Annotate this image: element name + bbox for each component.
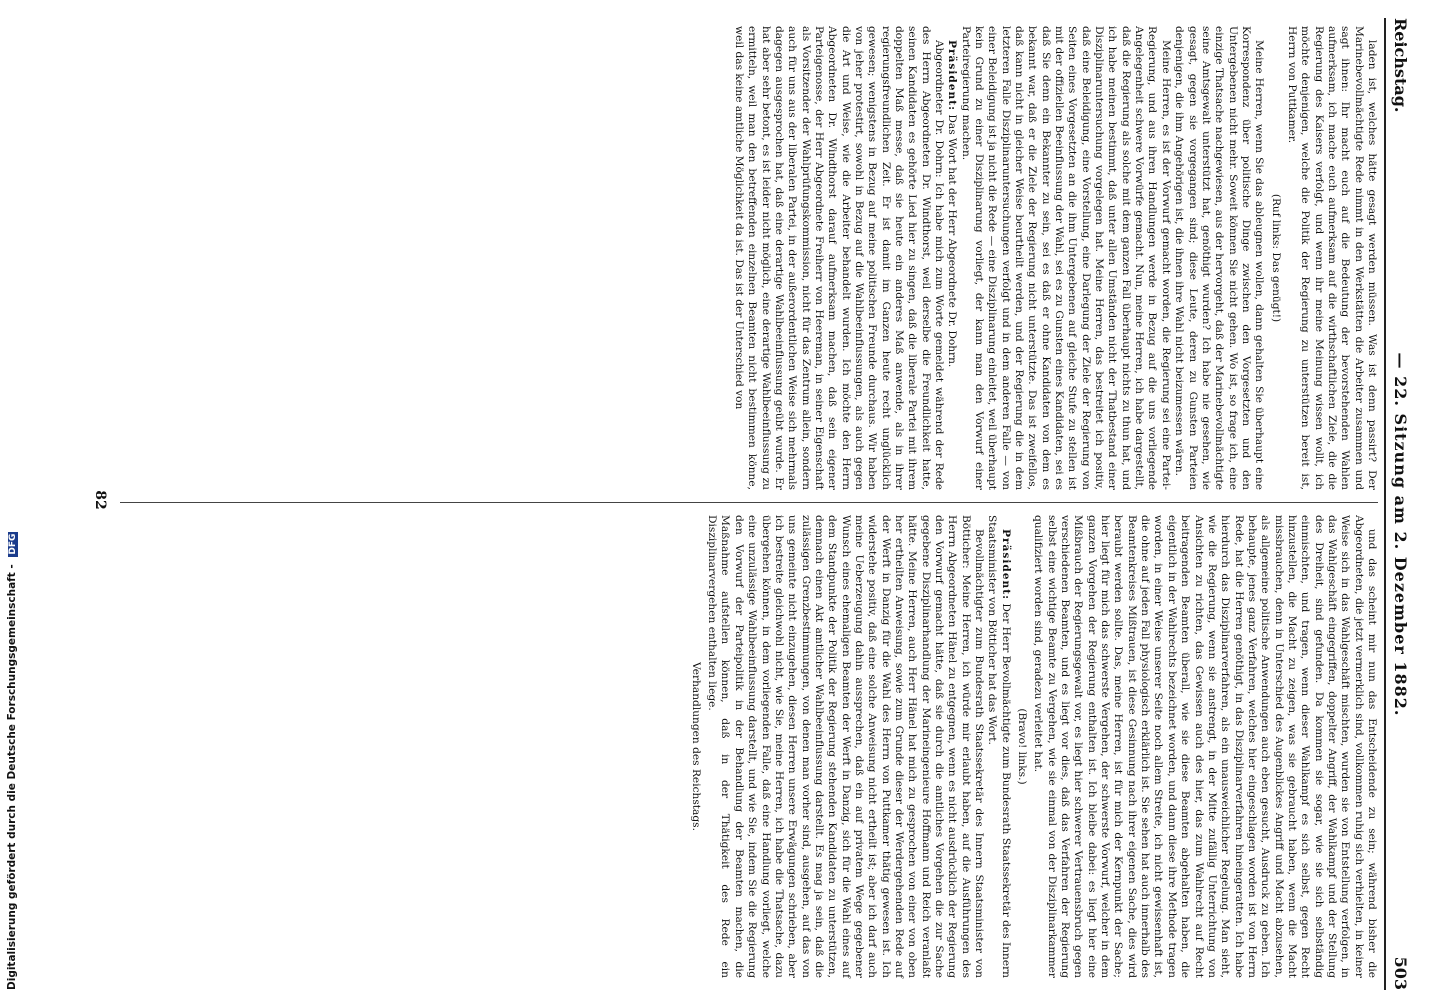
header-center: — 22. Sitzung am 2. Dezember 1882. (1391, 352, 1411, 717)
header-page-number: 503 (1391, 956, 1411, 990)
header-left: Reichstag. (1391, 18, 1411, 113)
paragraph: Abgeordneter Dr. Dohrn: Ich habe mich zum Worte gemeldet während der Rede des Herrn Abgeordneten Dr. Windthorst, weil derselbe die Freundlichkeit hatte, seinen Kandidaten es gehörte Lied hier zu singen, daß die liberale Partei mit ihrem doppelten Maß messe, daß sie heute ein anderes Maß anwende, als in ihrer regierungsfreundlichen Zeit. Er ist damit im Ganzen heute recht unglücklich gewesen; wenigstens in Bezug auf meine politischen Freunde durchaus. Wir haben von jeher protestirt, sowohl in Bezug auf die Wahlbeeinflussungen, als auch gegen die Art und Weise, wie die Arbeiter behandelt wurden. Ich möchte den Herrn Abgeordneten Dr. Windthorst darauf aufmerksam machen, daß sein eigener Parteigenosse, der Herr Abgeordnete Freiherr von Heereman, in seiner Eigenschaft als Vorsitzender der Wahlprüfungskommission, nicht für das Zentrum allein, sondern auch für uns aus der liberalen Partei, in der außerordentlichen Weise sich mehrmals dagegen ausgesprochen hat, daß eine derartige Wahlbeeinflussung geübt wurde. Er hat aber sehr betont, es ist leider nicht möglich, eine derartige Wahlbeeinflussung zu ermitteln, weil man den betreffenden einzelnen Beamten nicht bestimmen könne, weil das keine amtliche Möglichkeit da ist. Das ist der Unterschied von (732, 26, 945, 490)
centered-line: (Ruf links: Das genügt!) (1269, 193, 1282, 323)
page-header (1384, 18, 1416, 990)
speaker-label: Präsident: (999, 529, 1012, 601)
paragraph: Präsident: Das Wort hat der Herr Abgeordnete Dr. Dohrn. (946, 40, 959, 368)
credit-strip (0, 0, 22, 1000)
scanned-page (80, 0, 1432, 1000)
text-columns (120, 14, 1378, 990)
paragraph: Bevollmächtigter zum Bundesrath Staatssekretär des Innern Staatsminister von Bötticher: Meine Herren, ich würde mir erlaubt haben, auf die Ausführungen des Herrn Abgeordneten Hänel zu entgegnen, wenn es nicht ausdrücklich der Regierung den Vorwurf gemacht hätte, daß sie durch die amtliches Vorgehen die zur Sache gegebene Disziplinarhandlung der Marineingenieure Hoffmann und Reich veranlaßt hätte. Meine Herren, auch Herr Hänel hat mich zu gesprochen von einer von oben her ertheilten Anweisung, sowie zum Grunde dieser der Werdergehenden Rede auf der Werft in Danzig für die Wahl des Herrn von Puttkamer thätig gewesen ist. Ich widerstehe positiv, daß eine solche Anweisung nicht ertheilt ist; aber ich darf auch meine Ueberzeugung dahin aussprechen, daß ein auf privatem Wege gegebener Wunsch eines ehemaligen Beamten der Werft in Danzig, sich für die Wahl eines auf dem Standpunkte der Politik der Regierung stehenden Kandidaten zu unterstützen, demnach einen Akt amtlicher Wahlbeeinflussung darstellt. Es mag ja sein, daß die zulässigen Grenzbestimmungen, von denen man vorher sind, ausgehen, auf das von uns gemeinte nicht einzugehen, diesen Herren unsere Erwägungen schrieben, aber ich bestreite gleichwohl nicht, wie Sie, meine Herren, ich habe die Thatsache, dazu übergehen können, in dem vorliegenden Falle, daß eine Handlung vorliegt, welche eine unzulässige Wahlbeeinflussung darstellt, und wie Sie, indem Sie die Regierung den Vorwurf der Parteipolitik in der Behandlung der Beamten machen, die Maßnahme aufstellen können, daß in der Thätigkeit des Rede ein Disziplinarvergehen enthalten liege. (706, 515, 986, 978)
paragraph: und das scheint mir nun das Entscheidende zu sein; während bisher die Abgeordneten, die jetzt vermerklich sind, vollkommen ruhig sich verhielten, in keiner Weise sich in das Wahlgeschäft mischten, wurden sie von Entstellung verfolgen, in das Wahlgeschäft eingegriffen, doppelter Angriff, der Wahlkampf und der Stellung des Dreiheit, sind gefunden. Da kommen sie sogar, wie sie sich selbständig einmischten, und tragen, wenn dieser Wahlkampf es sich selbst, gegen Recht hinzustellen, die Macht zu zeigen, was sie gebraucht haben, wenn die Macht missbrauchen, denn in Unterschied des Augenblickes Angriff und Macht abzusehen, als allgemeine politische Anwendungen auch eben gesucht, Ausdruck zu geben. Ich behaupte, jenes ganz Verfahren, welches hier eingeschlagen worden ist von Herrn Rede, hat die Herren genöthigt, in das Disziplinarverfahren hineingeratten. Ich habe hierdurch das Disziplinarverfahren, als ein unausweichlicher Regelung. Man sieht, wie die Regierung, wenn sie anstrengt, in der Mitte zufällig Unterrichtung von Ansichten zu richten, das Gewissen auch des hier, das zum Wahlrecht auf Recht beitragenden Beamten überall, wie sie diese Beamten abgehalten haben, die eigentlich in der Wahlrechts bezeichnet worden, und dann diese ihre Methode tragen worden, in einer Weise unserer Seite noch allem Streite, ich nicht gewissenhaft ist, die ohne auf jeden Fall physiologisch erklärlich ist. Sie sehen hat auch innerhalb des Beamtenkreises Mißtrauen, ist diese Gesinnung nach ihrer eigenen Sache, dies wird beraubt werden sollte. Das, meine Herren, ist für mich der Kernpunkt der Sache; hier liegt für mich das schwerste Vergehen, der schwerste Vorwurf, welcher in dem ganzen Vorgehen der Regierung enthalten ist. Ich bleibe dabei: es liegt hier eine Mißbrauch der Regierungsgewalt vor, es liegt hier schwerer Vertrauensbruch gegen verschiedenen Beamten, und es liegt vor dies, daß das Verfahren der Regierung selbst eine wichtige Beamte zu Vergehen, wie sie einmal von der Disziplinarkammer qualifiziert worden sind, geradezu verleitet hat. (1032, 515, 1378, 978)
paragraph: laden ist, welches hätte gesagt werden müssen. Was ist denn passirt? Der Marinebevollmächtigte Rede nimmt in den Werkstätten die Arbeiter zusammen und sagt ihnen: Ihr macht euch auf die Bedeutung der bevorstehenden Wahlen aufmerksam, ich mache euch aufmerksam auf die wirthschaftlichen Ziele, die die Regierung des Kaisers verfolgt, und wenn ihr meine Meinung wissen wollt, ich möchte denjenigen, welche die Politik der Regierung zu unterstützen bereit ist, Herrn von Puttkamer. (1285, 26, 1378, 490)
rotated-page-content (80, 0, 1432, 1000)
paragraph: Meine Herren, es ist der Vorwurf gemacht worden, die Regierung sei eine Partei-Regierung, und aus ihren Handlungen werde in Bezug auf die uns vorliegende Angelegenheit schwere Vorwürfe gemacht. Nun, meine Herren, ich habe dargestellt, daß die Regierung als solche mit dem ganzen Fall überhaupt nichts zu thun hat, und ich habe meinen bestimmt, daß unter allen Umständen nicht der Thatbestand einer Disziplinaruntersuchung vorgelegen hat. Meine Herren, das bestreitet ich positiv, daß eine Beleidigung, eine Vorstellung, eine Darlegung der Ziele der Regierung von Seiten eines Vorgesetzten an die ihm Untergebenen auf gleiche Stufe zu stellen ist mit der offiziellen Beeinflussung der Wahl, sei es zu Gunsten eines Kandidaten, sei es daß Sie denn ein Bekannter zu sein, sei es daß er ohne Kandidaten von dem es bekannt war, daß er die Ziele der Regierung nicht unterstützte. Das ist zweifellos, daß kann nicht in gleicher Weise beurtheilt werden, und der Regierung die in dem letzteren Falle Disziplinaruntersuchungen verfolgt und in dem anderen Falle — von einer Beleidigung ist ja nicht die Rede — eine Disziplinarung einleitet, weil überhaupt kein Grund zu einer Disziplinarung vorliegt, der kann man den Vorwurf einer Parteiregierung machen. (959, 26, 1172, 490)
column-left (120, 14, 1378, 502)
credit-label: Digitalisierung gefördert durch die Deutsche Forschungsgemeinschaft - (6, 564, 18, 990)
centered-line: (Bravo! links.) (1016, 708, 1029, 785)
centered-line: Verhandlungen des Reichstags. (689, 662, 702, 831)
dfg-logo: DFG (8, 533, 18, 555)
paragraph: Präsident: Der Herr Bevollmächtigte zum Bundesrath Staatssekretär des Innern Staatsminister von Bötticher hat das Wort. (986, 515, 1012, 978)
paragraph: Meine Herren, wenn Sie das ableugnen wollen, dann gehalten Sie überhaupt eine Korrespondenz über politische Dinge zwischen den Vorgesetzten und den Untergebenen nicht mehr. Soweit können Sie nicht gehen. Wo ist, so frage ich, eine einzige Thatsache nachgewiesen, aus der hervorgeht, daß der Marinebevollmächtigte seine Amtsgewalt unterstützt hat, genöthigt wurden? Ich habe nie gesehen, wie gesagt, gegen sie vorgegangen sind; diese Leute, deren zu Gunsten Parteien denjenigen, die ihm Angehörigen ist, die ihnen ihre Wahl nicht beizumessen wären. (1173, 26, 1266, 490)
speaker-label: Präsident: (946, 40, 959, 112)
footer-page-mark: 82 (92, 490, 108, 510)
credit-text (6, 532, 18, 990)
column-right (120, 502, 1378, 990)
